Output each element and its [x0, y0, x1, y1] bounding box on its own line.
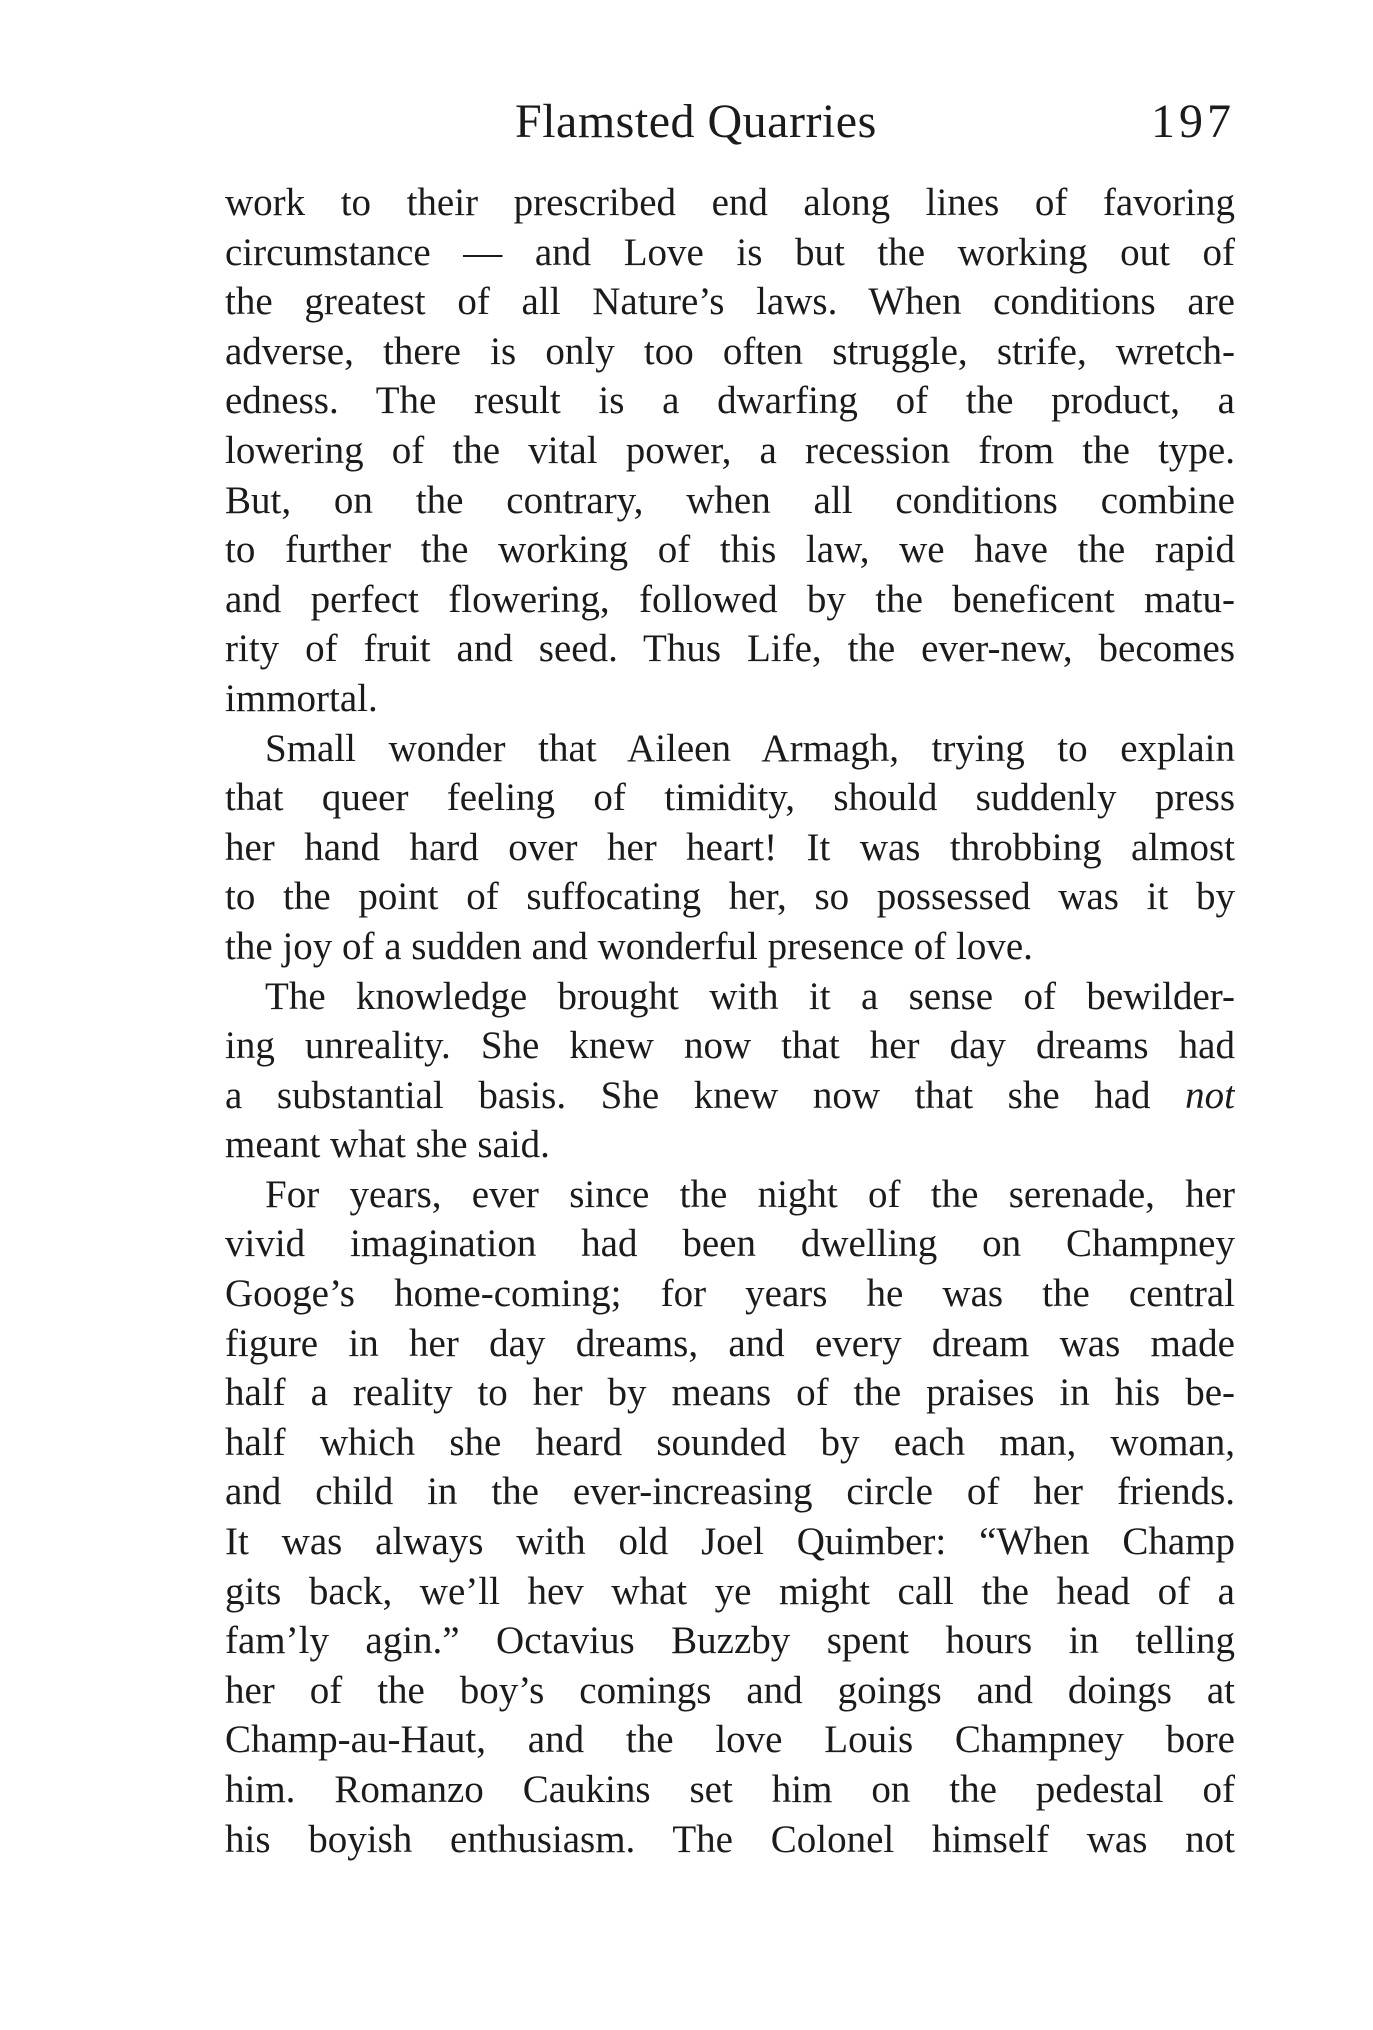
text-line: the joy of a sudden and wonderful presence of love. [225, 924, 1033, 968]
text-line: him. Romanzo Caukins set him on the pedestal of [225, 1768, 1235, 1811]
text-line: her of the boy’s comings and goings and doings at [225, 1668, 1235, 1712]
text-line-segment: a substantial basis. She knew now that she had [225, 1073, 1151, 1117]
text-line: and perfect flowering, followed by the beneficent matu- [225, 577, 1235, 621]
text-line: that queer feeling of timidity, should suddenly press [225, 776, 1235, 820]
text-line: meant what she said. [225, 1123, 550, 1167]
text-line: lowering of the vital power, a recession from the type. [225, 428, 1235, 472]
text-line-with-emphasis [225, 1071, 1235, 1121]
text-line: It was always with old Joel Quimber: “When Champ [225, 1520, 1235, 1564]
text-line: vivid imagination had been dwelling on Champney [225, 1222, 1235, 1266]
emphasized-word: not [1185, 1073, 1235, 1117]
text-line: Small wonder that Aileen Armagh, trying to explain [265, 726, 1235, 770]
text-line: the greatest of all Nature’s laws. When conditions are [225, 280, 1235, 324]
text-line: The knowledge brought with it a sense of bewilder- [265, 974, 1235, 1018]
text-line: half a reality to her by means of the praises in his be- [225, 1371, 1235, 1415]
text-line: gits back, we’ll hev what ye might call the head of a [225, 1569, 1235, 1613]
running-title: Flamsted Quarries [515, 95, 877, 148]
text-line: circumstance — and Love is but the working out of [225, 230, 1235, 274]
text-line: her hand hard over her heart! It was throbbing almost [225, 825, 1235, 869]
page-number: 197 [1151, 95, 1235, 148]
running-header [225, 92, 1235, 162]
text-line: adverse, there is only too often struggle, strife, wretch- [225, 329, 1235, 373]
text-line: to the point of suffocating her, so possessed was it by [225, 875, 1235, 919]
body-text [225, 178, 1235, 1864]
text-line: immortal. [225, 676, 378, 720]
text-line: Googe’s home-coming; for years he was the central [225, 1272, 1235, 1316]
text-line: edness. The result is a dwarfing of the product, a [225, 379, 1235, 423]
text-line: For years, ever since the night of the serenade, her [265, 1172, 1235, 1216]
text-line: half which she heard sounded by each man, woman, [225, 1420, 1235, 1464]
text-line: But, on the contrary, when all conditions combine [225, 478, 1235, 522]
text-line: ing unreality. She knew now that her day dreams had [225, 1024, 1235, 1068]
text-line: rity of fruit and seed. Thus Life, the ever-new, becomes [225, 627, 1235, 671]
text-line: his boyish enthusiasm. The Colonel himself was not [225, 1817, 1235, 1861]
text-line: work to their prescribed end along lines of favoring [225, 181, 1235, 224]
text-line: Champ-au-Haut, and the love Louis Champney bore [225, 1718, 1235, 1762]
text-line: fam’ly agin.” Octavius Buzzby spent hours in telling [225, 1619, 1235, 1663]
text-line: figure in her day dreams, and every dream was made [225, 1321, 1235, 1365]
text-line: to further the working of this law, we have the rapid [225, 528, 1235, 572]
text-line: and child in the ever-increasing circle of her friends. [225, 1470, 1235, 1514]
